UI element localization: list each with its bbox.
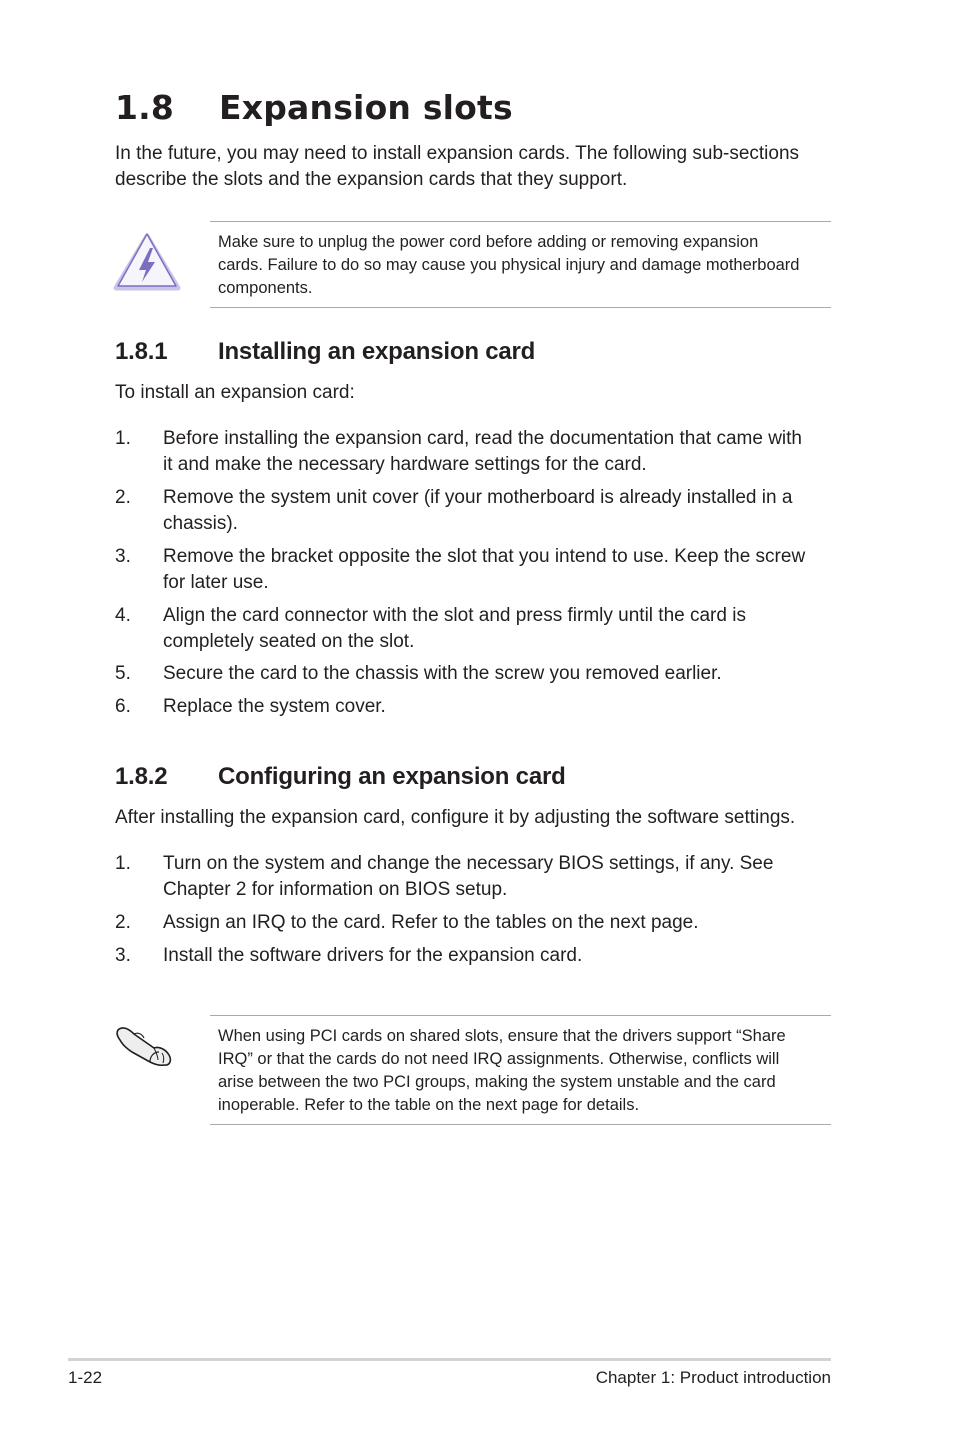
subsection-title: Configuring an expansion card — [218, 763, 566, 790]
intro-line: In the future, you may need to install expansion cards. The following sub-sections — [115, 143, 800, 164]
warning-note-text — [218, 231, 833, 300]
note-line: components. — [218, 279, 313, 297]
list-text: Remove the system unit cover (if your motherboard is already installed in a — [163, 487, 793, 508]
list-number: 4. — [115, 605, 131, 626]
list-number: 3. — [115, 945, 131, 966]
list-text: for later use. — [163, 572, 269, 593]
subsection-heading-install — [115, 338, 535, 366]
section-number: 1.8 — [115, 88, 175, 127]
list-text: it and make the necessary hardware settings for the card. — [163, 454, 647, 475]
note-line: inoperable. Refer to the table on the next page for details. — [218, 1096, 640, 1114]
list-item — [115, 603, 835, 655]
info-note-text — [218, 1025, 833, 1117]
list-number: 6. — [115, 696, 131, 717]
list-number: 2. — [115, 912, 131, 933]
list-item — [115, 694, 835, 720]
list-item — [115, 943, 835, 969]
subsection-number: 1.8.2 — [115, 763, 168, 790]
note-line: arise between the two PCI groups, making the system unstable and the card — [218, 1073, 776, 1091]
list-number: 2. — [115, 487, 131, 508]
subsection-number: 1.8.1 — [115, 338, 168, 365]
intro-line: describe the slots and the expansion cards that they support. — [115, 169, 628, 190]
section-title: Expansion slots — [219, 88, 513, 127]
list-item — [115, 426, 835, 478]
list-item — [115, 544, 835, 596]
list-item — [115, 661, 835, 687]
note-line: IRQ” or that the cards do not need IRQ assignments. Otherwise, conflicts will — [218, 1050, 780, 1068]
list-text: Secure the card to the chassis with the screw you removed earlier. — [163, 663, 722, 684]
note-bottom-rule — [210, 307, 831, 308]
section-intro — [115, 141, 799, 193]
list-text: chassis). — [163, 513, 238, 534]
page-number: 1-22 — [68, 1368, 103, 1387]
note-line: Make sure to unplug the power cord before adding or removing expansion — [218, 233, 759, 251]
subsection-title: Installing an expansion card — [218, 338, 536, 365]
list-item — [115, 910, 835, 936]
list-text: Align the card connector with the slot and press firmly until the card is — [163, 605, 746, 626]
list-text: Assign an IRQ to the card. Refer to the tables on the next page. — [163, 912, 699, 933]
list-number: 3. — [115, 546, 131, 567]
list-number: 1. — [115, 428, 131, 449]
list-text: Chapter 2 for information on BIOS setup. — [163, 879, 508, 900]
list-text: Before installing the expansion card, read the documentation that came with — [163, 428, 802, 449]
list-text: Install the software drivers for the expansion card. — [163, 945, 583, 966]
note-bottom-rule — [210, 1124, 831, 1125]
warning-triangle-icon — [112, 230, 182, 294]
chapter-title: Chapter 1: Product introduction — [595, 1368, 831, 1387]
list-number: 5. — [115, 663, 131, 684]
configure-intro: After installing the expansion card, configure it by adjusting the software settings. — [115, 807, 796, 828]
list-text: Remove the bracket opposite the slot that you intend to use. Keep the screw — [163, 546, 806, 567]
subsection-heading-configure — [115, 763, 566, 791]
list-item — [115, 485, 835, 537]
note-top-rule — [210, 1015, 831, 1016]
note-line: cards. Failure to do so may cause you physical injury and damage motherboard — [218, 256, 800, 274]
list-text: completely seated on the slot. — [163, 631, 415, 652]
install-intro: To install an expansion card: — [115, 382, 355, 403]
note-line: When using PCI cards on shared slots, ensure that the drivers support “Share — [218, 1027, 786, 1045]
list-number: 1. — [115, 853, 131, 874]
note-top-rule — [210, 221, 831, 222]
list-item — [115, 851, 835, 903]
list-text: Replace the system cover. — [163, 696, 386, 717]
list-text: Turn on the system and change the necessary BIOS settings, if any. See — [163, 853, 774, 874]
footer-rule — [68, 1358, 831, 1361]
pointing-hand-icon — [114, 1022, 176, 1070]
section-heading — [115, 88, 513, 127]
